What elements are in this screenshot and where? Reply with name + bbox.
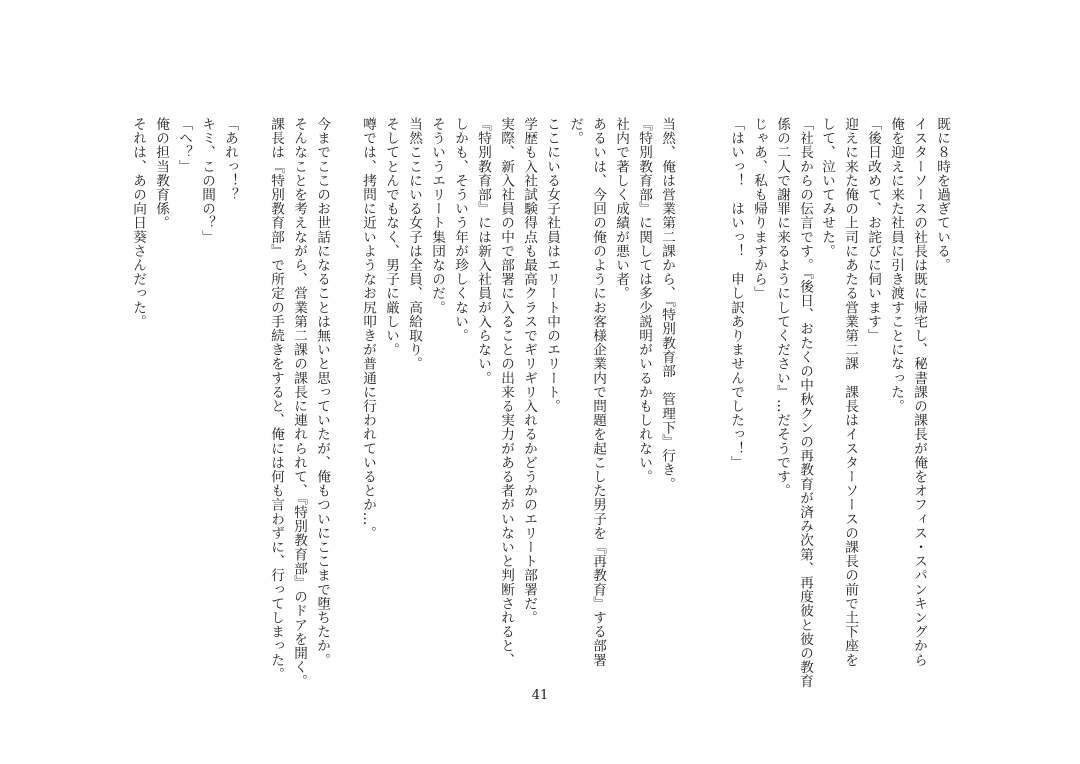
text-line: そんなことを考えながら、営業第二課の課長に連れられて、『特別教育部』のドアを開く。 — [291, 117, 307, 689]
text-line: そしてとんでもなく、男子に厳しい。 — [383, 117, 399, 357]
text-line: キミ、この間の？」 — [199, 117, 215, 244]
text-line: 俺を迎えに来た社員に引き渡すことになった。 — [888, 117, 904, 414]
blank-line — [335, 117, 351, 677]
text-line: 『特別教育部』に関しては多少説明がいるかもしれない。 — [636, 117, 652, 484]
text-line: 課長は『特別教育部』で所定の手続きをすると、俺には何も言わずに、行ってしまった。 — [268, 117, 284, 681]
text-line: 係の二人で謝罪に来るようにしてください』…だそうです。 — [774, 117, 790, 498]
text-line: 「はいっ！ はいっ！ 申し訳ありませんでしたっ！」 — [728, 117, 744, 470]
text-line: 「あれっ！？ — [222, 117, 238, 202]
text-line: 俺の担当教育係。 — [153, 117, 169, 230]
text-line: 当然ここにいる女子は全員、高給取り。 — [406, 117, 422, 371]
text-line: 実際、新入社員の中で部署に入ることの出来る実力がある者がいないと判断されると、 — [498, 117, 514, 667]
text-line: ここにいる女子社員はエリート中のエリート。 — [544, 117, 560, 414]
text-line: じゃあ、私も帰りますから」 — [751, 117, 767, 301]
text-line: 「へ？」 — [176, 117, 192, 174]
text-line: 当然、俺は営業第二課から、『特別教育部 管理下』行き。 — [659, 117, 675, 491]
text-line: 「後日改めて、お詫びに伺います」 — [865, 117, 881, 343]
text-line: 『特別教育部』には新入社員が入らない。 — [475, 117, 491, 385]
text-line: 学歴も入社試験得点も最高クラスでギリギリ入れるかどうかのエリート部署だ。 — [521, 117, 537, 625]
text-line: 今までここのお世話になることは無いと思っていたが、俺もついにここまで堕ちたか。 — [314, 117, 330, 667]
blank-line — [680, 117, 696, 677]
text-line: 社内で著しく成績が悪い者。 — [613, 117, 629, 301]
text-line: して、泣いてみせた。 — [819, 117, 835, 258]
blank-line — [703, 117, 719, 677]
text-line: そういうエリート集団なのだ。 — [429, 117, 445, 315]
text-line: 既に８時を過ぎている。 — [934, 117, 950, 273]
text-line: あるいは、今回の俺のようにお客様企業内で問題を起こした男子を『再教育』する部署 — [590, 117, 606, 667]
text-line: 迎えに来た俺の上司にあたる営業第二課 課長はイスターソースの課長の前で土下座を — [842, 117, 858, 667]
text-line: だ。 — [567, 117, 583, 146]
page-number: 41 — [531, 688, 549, 703]
text-line: 「社長からの伝言です。『後日、おたくの中秋クンの再教育が済み次第、再度彼と彼の教育 — [797, 117, 813, 689]
text-line: イスターソースの社長は既に帰宅し、秘書課の課長が俺をオフィス・スパンキングから — [911, 117, 927, 667]
text-line: 噂では、拷問に近いようなお尻叩きが普通に行われているとか…。 — [360, 117, 376, 540]
blank-line — [243, 117, 259, 677]
text-line: それは、あの向日葵さんだった。 — [130, 117, 146, 329]
text-line: しかも、そういう年が珍しくない。 — [452, 117, 468, 343]
